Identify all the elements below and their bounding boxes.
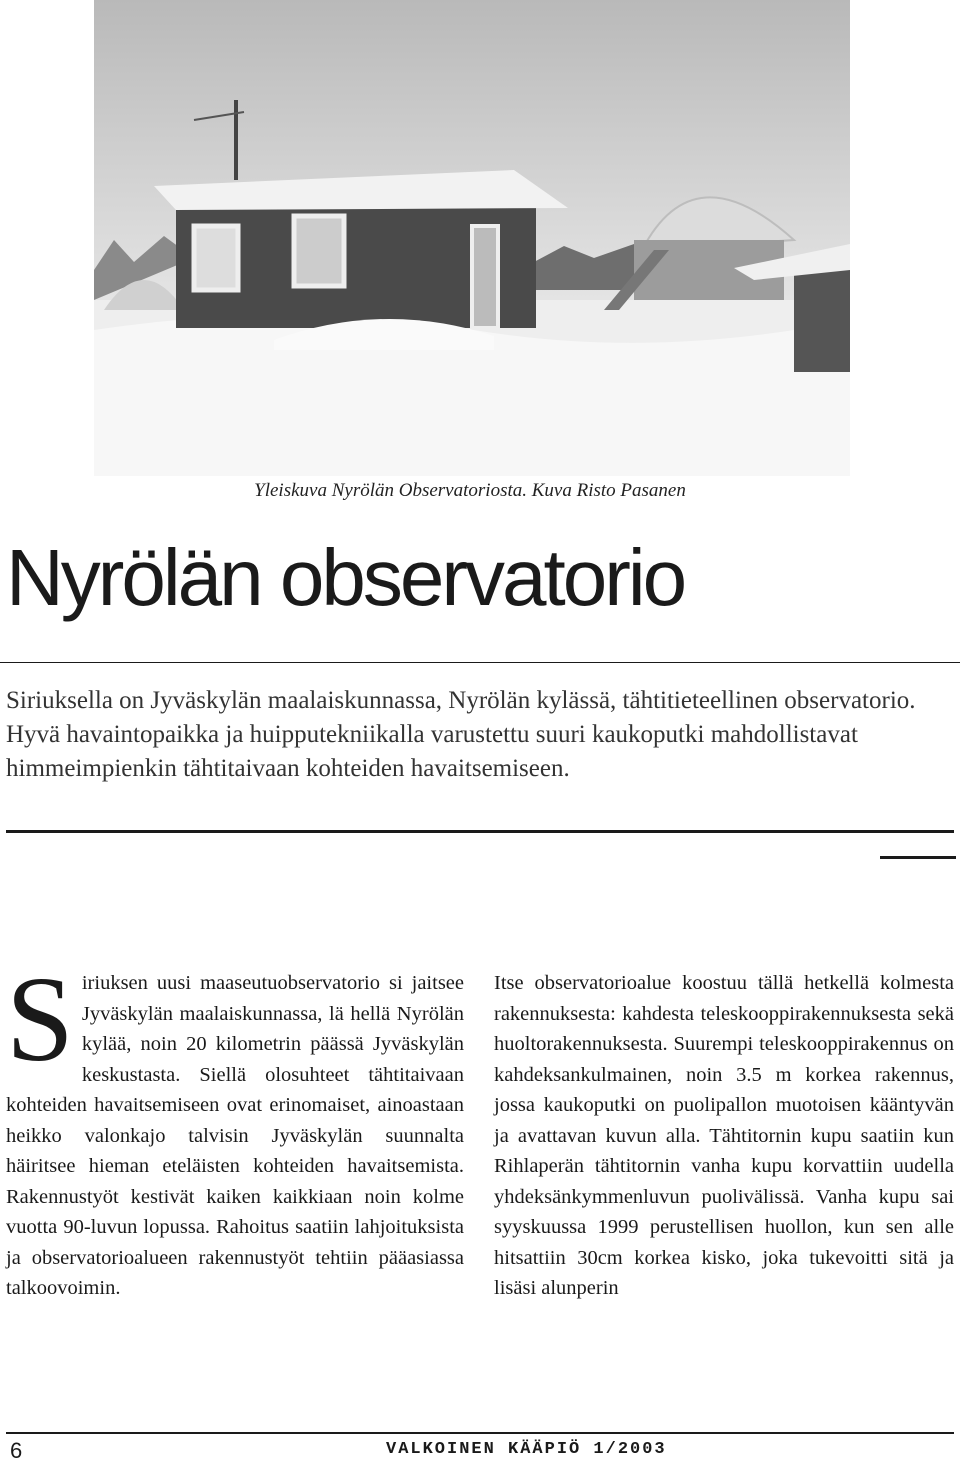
title-divider <box>0 662 960 663</box>
page-number: 6 <box>10 1438 23 1463</box>
body-column-right: Itse observatorioalue koostuu tällä hetkellä kolmesta rakennuksesta: kahdesta teleskooppirakennuksesta sekä huoltorakennuksesta. Suurempi teleskooppirakennus on kahdeksankulmainen, noin 3.5 m korkea rakennus, jossa kaukoputki on puolipallon muotoisen kääntyvän ja avattavan kuvun alla. Tähtitornin kupu saatiin kun Rihlaperän tähtitornin vanha kupu korvattiin uudella yhdeksänkymmenluvun puolivälissä. Vanha kupu sai syyskuussa 1999 perustellisen huollon, kun sen alle hitsattiin 30cm korkea kisko, joka tukevoitti sitä ja lisäsi alunperin <box>494 972 954 1299</box>
observatory-photo-drawing <box>94 0 850 476</box>
lead-divider-accent <box>880 856 956 859</box>
article-title: Nyrölän observatorio <box>6 533 685 622</box>
article-lead: Siriuksella on Jyväskylän maalaiskunnassa, Nyrölän kylässä, tähtitieteellinen observatorio. Hyvä havaintopaikka ja huipputekniikalla varustettu suuri kaukoputki mahdollistavat himmeimpienkin tähtitaivaan kohteiden havaitsemiseen. <box>6 687 916 782</box>
magazine-name: VALKOINEN KÄÄPIÖ 1/2003 <box>386 1440 667 1459</box>
observatory-photo <box>94 0 850 476</box>
photo-caption: Yleiskuva Nyrölän Observatoriosta. Kuva Risto Pasanen <box>254 480 686 501</box>
body-column-left <box>6 952 464 1304</box>
body-column-left-text: iriuksen uusi maaseutuobservatorio si jaitsee Jyväskylän maalaiskunnassa, lä hellä Nyrölän kylää, noin 20 kilometrin päässä Jyväskylän keskustasta. Siellä olosuhteet tähtitaivaan kohteiden havaitsemiseen ovat erinomaiset, ainoastaan heikko valonkajo talvisin Jyväskylän suunnalta häiritsee hieman eteläisten kohteiden havaitsemista. Rakennustyöt kestivät kaiken kaikkiaan noin kolme vuotta 90-luvun lopussa. Rahoitus saatiin lahjoituksista ja observatorioalueen rakennustyöt tehtiin pääasiassa talkoovoimin. <box>6 972 464 1299</box>
drop-cap: S <box>6 952 74 1087</box>
footer-divider <box>6 1432 954 1434</box>
lead-divider <box>6 830 954 833</box>
